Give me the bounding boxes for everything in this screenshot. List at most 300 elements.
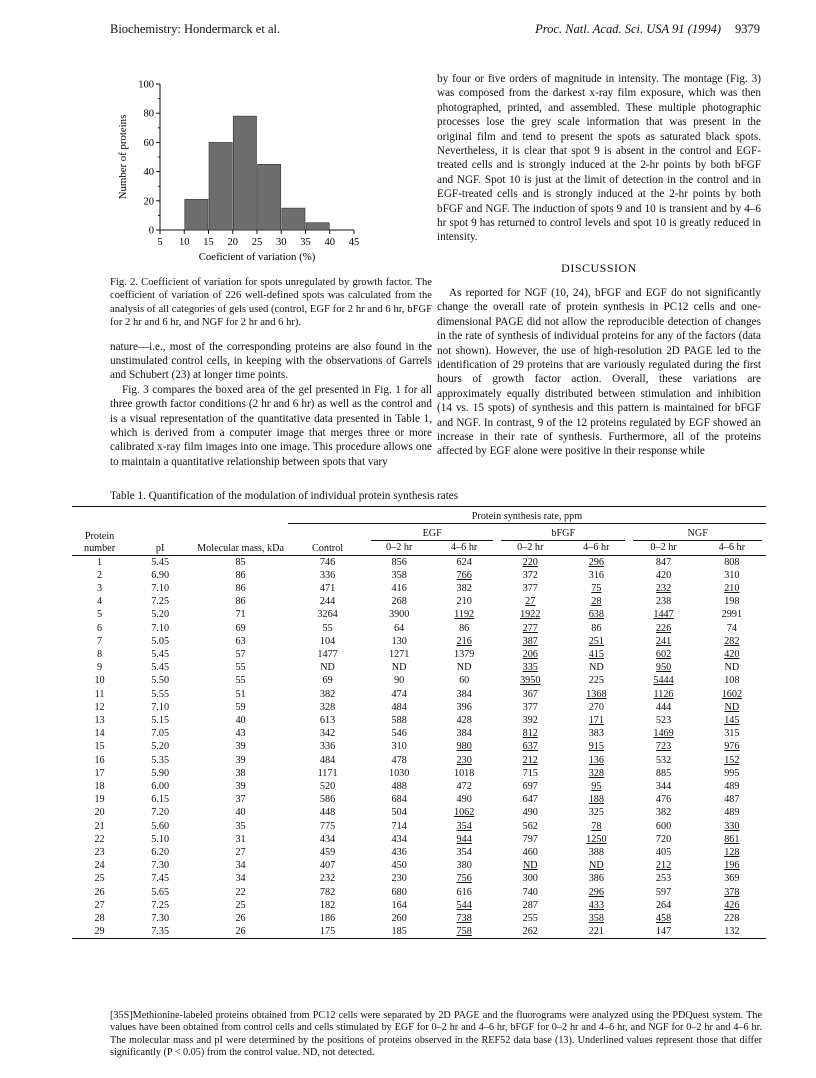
table-cell-n: 18 (94, 781, 105, 793)
table-cell-n1: 600 (655, 820, 672, 832)
table-cell-b1: 812 (522, 728, 538, 740)
table-cell-pi: 7.10 (151, 622, 170, 634)
table-cell-e2: 230 (456, 754, 472, 766)
table-cell-pi: 7.05 (151, 728, 170, 740)
table-cell-c: 775 (319, 820, 336, 832)
table-cell-n1: 458 (655, 913, 672, 925)
table-cell-n2: 198 (724, 596, 740, 608)
table-cell-n1: 420 (655, 569, 672, 581)
table-cell-n1: 5444 (653, 675, 674, 687)
table-cell-n: 22 (94, 833, 105, 845)
table-cell-e1: 434 (391, 833, 407, 845)
table-cell-m: 31 (235, 833, 246, 845)
table-row (72, 674, 766, 687)
table-cell-m: 40 (235, 715, 246, 726)
table-cell-n2: ND (724, 701, 740, 713)
table-cell-m: 34 (235, 860, 246, 872)
table-cell-pi: 5.45 (151, 556, 170, 568)
table-cell-n1: 405 (655, 847, 672, 859)
table-row (72, 595, 766, 608)
col-header-bfgf: bFGF (497, 524, 629, 542)
table-cell-n: 23 (94, 847, 105, 859)
table-cell-e2: 544 (456, 899, 472, 911)
table-cell-n: 7 (96, 635, 103, 647)
table-cell-e1: 130 (391, 635, 407, 647)
table-cell-n1: 253 (655, 873, 672, 885)
table-cell-e1: 588 (391, 715, 407, 726)
table-cell-e2: 86 (459, 622, 470, 634)
col-header-ngf-4-6: 4–6 hr (718, 541, 745, 553)
table-cell-b1: 377 (522, 582, 538, 594)
table-cell-b2: 325 (588, 807, 604, 819)
table-cell-pi: 7.10 (151, 582, 170, 594)
table-cell-n1: 444 (655, 701, 672, 713)
table-cell-m: 55 (235, 675, 246, 687)
table-cell-n2: 282 (724, 635, 740, 647)
x-tick-label: 5 (157, 237, 163, 248)
table-cell-m: 86 (235, 582, 246, 594)
table-cell-b2: 638 (588, 609, 604, 621)
table-cell-pi: 5.10 (151, 833, 170, 845)
table-row (72, 912, 766, 925)
x-tick-label: 10 (179, 237, 190, 248)
table-cell-b1: 1922 (520, 609, 541, 621)
table-cell-n2: 108 (724, 675, 740, 687)
table-cell-b1: 740 (522, 886, 538, 898)
table-cell-b1: 460 (522, 847, 538, 859)
table-cell-n2: 420 (724, 648, 740, 660)
table-cell-pi: 7.45 (151, 873, 170, 885)
table-cell-c: 328 (319, 701, 336, 713)
table-cell-n2: 210 (724, 582, 740, 594)
table-cell-n: 8 (96, 648, 103, 660)
table-cell-n1: 241 (655, 635, 672, 647)
table-cell-m: 43 (235, 728, 246, 740)
table-cell-b1: 27 (525, 596, 536, 608)
header-page-number: 9379 (735, 22, 760, 36)
table-cell-e2: 944 (456, 833, 472, 845)
col-header-bfgf-4-6: 4–6 hr (583, 541, 610, 553)
table-cell-b1: 3950 (520, 675, 541, 687)
discussion-heading: DISCUSSION (561, 260, 637, 275)
table-cell-b2: 388 (588, 847, 604, 859)
table-cell-n1: 238 (655, 596, 672, 608)
histogram-bar (185, 199, 208, 230)
table-cell-n1: 523 (655, 715, 672, 726)
table-cell-pi: 6.20 (151, 847, 170, 859)
table-cell-e1: 1030 (388, 767, 410, 779)
table-cell-n: 6 (96, 622, 103, 634)
histogram-bar (282, 208, 305, 230)
table-cell-m: 27 (235, 847, 246, 859)
table-cell-e1: 714 (391, 820, 407, 832)
histogram-bar (258, 164, 281, 230)
table-cell-c: 471 (319, 582, 336, 594)
table-cell-n2: 369 (724, 873, 740, 885)
table-cell-m: 34 (235, 873, 246, 885)
table-cell-m: 22 (235, 886, 246, 898)
table-cell-n1: 885 (655, 767, 672, 779)
table-cell-e1: 546 (391, 728, 407, 740)
col-header-ngf: NGF (629, 524, 766, 542)
table-cell-pi: 6.90 (151, 569, 170, 581)
table-cell-n2: 487 (724, 794, 740, 806)
table-cell-e1: 185 (391, 926, 407, 938)
table-cell-b2: 316 (588, 569, 604, 581)
histogram-bar (233, 116, 256, 230)
table-row (72, 569, 766, 582)
table-cell-e2: 210 (456, 596, 472, 608)
table-cell-b1: 255 (522, 913, 538, 925)
table-cell-n2: ND (724, 662, 740, 674)
table-cell-m: 25 (235, 899, 246, 911)
table-cell-b2: ND (588, 860, 604, 872)
y-tick-label: 80 (143, 108, 154, 120)
table-cell-e2: 490 (456, 794, 472, 806)
x-tick-label: 25 (251, 237, 263, 248)
table-cell-pi: 7.25 (151, 596, 170, 608)
col-header-protein-number: Protein number (72, 507, 127, 556)
table-cell-n2: 128 (724, 847, 740, 859)
table-cell-c: 520 (319, 781, 336, 793)
x-tick-label: 40 (324, 237, 335, 248)
table-cell-e1: 680 (391, 886, 407, 898)
table-cell-b2: 75 (591, 582, 602, 594)
table-cell-pi: 6.15 (151, 794, 170, 806)
table-cell-e2: 624 (456, 556, 472, 568)
table-row (72, 582, 766, 595)
table-cell-e1: 478 (391, 754, 407, 766)
table-row (72, 661, 766, 674)
table-cell-n2: 2991 (721, 609, 743, 621)
table-cell-e2: 216 (456, 635, 472, 647)
table-cell-n1: 382 (655, 807, 672, 819)
y-axis-label: Number of proteins (117, 114, 129, 200)
table-cell-b2: 95 (591, 781, 602, 793)
figure-2-histogram (110, 72, 432, 270)
table-cell-n: 29 (94, 926, 105, 938)
table-cell-m: 85 (235, 556, 246, 568)
table-cell-e2: 1018 (453, 767, 475, 779)
table-cell-c: 232 (319, 873, 336, 885)
table-row (72, 872, 766, 885)
table-cell-e2: 380 (456, 860, 472, 872)
table-cell-m: 55 (235, 662, 246, 674)
table-cell-b2: 28 (591, 596, 602, 608)
table-cell-b1: 220 (522, 556, 538, 568)
table-cell-m: 37 (235, 794, 246, 806)
table-cell-e2: 738 (456, 913, 472, 925)
y-tick-label: 100 (138, 79, 154, 91)
table-cell-e2: 384 (456, 688, 472, 700)
table-cell-b2: 78 (591, 820, 602, 832)
col-header-ngf-0-2: 0–2 hr (650, 541, 677, 553)
table-cell-n: 17 (94, 767, 105, 779)
table-cell-n: 9 (96, 662, 103, 674)
table-cell-b2: 1250 (586, 833, 607, 845)
table-cell-e2: 428 (456, 715, 472, 726)
table-cell-pi: 7.25 (151, 899, 170, 911)
table-cell-c: 1171 (317, 767, 338, 779)
table-cell-c: 342 (319, 728, 336, 740)
table-row (72, 859, 766, 872)
left-column (110, 72, 432, 469)
table-cell-c: 448 (319, 807, 336, 819)
table-cell-b2: 171 (588, 715, 604, 726)
table-cell-c: 3264 (317, 609, 338, 621)
table-cell-n2: 145 (724, 715, 740, 726)
table-cell-e1: 90 (394, 675, 405, 687)
col-header-rate: Protein synthesis rate, ppm (288, 507, 766, 524)
table-cell-n1: 532 (655, 754, 672, 766)
table-cell-n: 21 (94, 820, 105, 832)
table-cell-m: 40 (235, 807, 246, 819)
table-cell-n2: 330 (724, 820, 740, 832)
table-cell-e1: 260 (391, 913, 407, 925)
table-cell-n: 14 (94, 728, 105, 740)
table-cell-pi: 5.60 (151, 820, 170, 832)
table-row (72, 727, 766, 740)
table-cell-c: 782 (319, 886, 336, 898)
table-1-grid (72, 506, 766, 939)
table-cell-m: 71 (235, 609, 246, 621)
table-cell-n1: 232 (655, 582, 672, 594)
table-cell-e2: 756 (456, 873, 472, 885)
table-cell-b1: ND (522, 860, 538, 872)
table-cell-n: 19 (94, 794, 105, 806)
table-cell-e1: 684 (391, 794, 407, 806)
table-cell-e1: 310 (391, 741, 407, 753)
table-cell-b1: 562 (522, 820, 538, 832)
table-cell-b1: 212 (522, 754, 538, 766)
running-header (110, 22, 760, 37)
table-cell-b1: 647 (522, 794, 538, 806)
table-cell-c: 186 (319, 913, 336, 925)
table-cell-n2: 378 (724, 886, 740, 898)
table-cell-b2: 358 (588, 913, 604, 925)
table-row (72, 740, 766, 753)
table-cell-c: 336 (319, 741, 336, 753)
table-cell-n1: 226 (655, 622, 672, 634)
table-cell-b2: 383 (588, 728, 604, 740)
table-cell-c: 69 (322, 675, 333, 687)
table-cell-n1: 720 (655, 833, 672, 845)
table-cell-c: 175 (319, 926, 336, 938)
table-cell-n2: 489 (724, 781, 740, 793)
table-cell-e1: 3900 (388, 609, 410, 621)
table-row (72, 701, 766, 714)
table-cell-n: 13 (94, 715, 105, 726)
table-cell-e2: 354 (456, 847, 472, 859)
table-cell-b1: 490 (522, 807, 538, 819)
table-cell-m: 51 (235, 688, 246, 700)
table-cell-n: 4 (96, 596, 103, 608)
table-cell-e2: 1062 (453, 807, 475, 819)
table-cell-n2: 196 (724, 860, 740, 872)
table-cell-b2: 415 (588, 648, 604, 660)
table-cell-pi: 7.20 (151, 807, 170, 819)
table-cell-b1: 715 (522, 767, 538, 779)
table-cell-n2: 1602 (721, 688, 743, 700)
y-tick-label: 0 (148, 225, 154, 237)
table-cell-m: 35 (235, 820, 246, 832)
table-1-title: Table 1. Quantification of the modulation of individual protein synthesis rates (110, 490, 459, 502)
table-cell-m: 39 (235, 754, 246, 766)
y-tick-label: 40 (143, 167, 154, 179)
table-cell-m: 38 (235, 767, 246, 779)
table-cell-b2: 251 (588, 635, 604, 647)
table-cell-n1: 212 (655, 860, 672, 872)
table-cell-pi: 5.15 (151, 715, 170, 726)
table-cell-n: 10 (94, 675, 105, 687)
table-row (72, 925, 766, 939)
table-cell-c: 407 (319, 860, 336, 872)
col-header-pi: pI (127, 507, 193, 556)
table-cell-n1: 264 (655, 899, 672, 911)
table-cell-c: 182 (319, 899, 336, 911)
table-cell-b2: 915 (588, 741, 604, 753)
table-1-footnote: [35S]Methionine-labeled proteins obtained from PC12 cells were separated by 2D PAGE and the fluorograms were analyzed using the PDQuest system. The values have been obtained from control cells and cells stimulated by EGF for 0–2 hr and 4–6 hr, bFGF for 0–2 hr and 4–6 hr, and NGF for 0–2 hr and 4–6 hr. The molecular mass and pI were determined by the positions of proteins observed in the REF52 data base (13). Underlined values represent those that differ significantly (P < 0.05) from the control value. ND, not detected. (110, 1010, 762, 1059)
table-cell-b1: 377 (522, 701, 538, 713)
table-cell-n: 16 (94, 754, 105, 766)
table-cell-c: 244 (319, 596, 336, 608)
table-cell-n1: 1447 (653, 609, 674, 621)
col-header-bfgf-0-2: 0–2 hr (517, 541, 544, 553)
table-1-body (72, 555, 766, 939)
table-cell-c: 746 (319, 556, 336, 568)
table-cell-c: 336 (319, 569, 336, 581)
table-cell-e2: 354 (456, 820, 472, 832)
table-cell-pi: 5.20 (151, 741, 170, 753)
table-cell-b1: 387 (522, 635, 538, 647)
table-1 (72, 506, 766, 939)
table-cell-b1: 367 (522, 688, 538, 700)
table-cell-c: 382 (319, 688, 336, 700)
table-cell-n1: 476 (655, 794, 672, 806)
table-cell-b1: 372 (522, 569, 538, 581)
table-cell-b2: 270 (588, 701, 604, 713)
table-row (72, 648, 766, 661)
table-row (72, 780, 766, 793)
x-tick-label: 15 (203, 237, 214, 248)
table-cell-n: 5 (96, 609, 103, 621)
table-cell-b2: 386 (588, 873, 604, 885)
table-cell-b1: 262 (522, 926, 538, 938)
x-tick-label: 20 (227, 237, 238, 248)
table-cell-b1: 697 (522, 781, 538, 793)
table-cell-n: 25 (94, 873, 105, 885)
table-cell-n2: 489 (724, 807, 740, 819)
table-cell-e1: 450 (391, 860, 407, 872)
table-cell-n1: 847 (655, 556, 672, 568)
table-cell-e1: 230 (391, 873, 407, 885)
histogram-bar (209, 142, 232, 230)
table-cell-pi: 6.00 (151, 781, 170, 793)
table-cell-n: 11 (94, 688, 105, 700)
figure-2-caption: Fig. 2. Coefficient of variation for spots unregulated by growth factor. The coefficient of variation of 226 well-defined spots was calculated from the analysis of all categories of gels used (control, EGF for 2 hr and 6 hr, bFGF for 2 hr and 6 hr, and NGF for 2 hr and 6 hr). (110, 277, 432, 329)
table-cell-b2: 188 (588, 794, 604, 806)
table-cell-n1: 602 (655, 648, 672, 660)
table-row (72, 806, 766, 819)
table-cell-b2: 296 (588, 886, 604, 898)
table-cell-n: 26 (94, 886, 105, 898)
table-row (72, 767, 766, 780)
table-cell-m: 26 (235, 913, 246, 925)
table-cell-e2: 382 (456, 582, 472, 594)
table-cell-e1: 436 (391, 847, 407, 859)
table-row (72, 846, 766, 859)
table-cell-e1: 64 (394, 622, 405, 634)
table-cell-b2: 221 (588, 926, 604, 938)
table-cell-n2: 976 (724, 741, 740, 753)
table-cell-n1: 147 (655, 926, 672, 938)
table-cell-pi: 7.10 (151, 701, 170, 713)
table-cell-b2: 433 (588, 899, 604, 911)
header-journal: Proc. Natl. Acad. Sci. USA 91 (1994) (535, 22, 721, 36)
x-tick-label: 45 (348, 237, 360, 248)
table-cell-m: 57 (235, 648, 246, 660)
left-paragraph-2: Fig. 3 compares the boxed area of the gel presented in Fig. 1 for all three growth factor conditions (2 hr and 6 hr) as well as the control and is a visual representation of the quantitative data presented in Table 1, which is derived from a computer image that merges three or more calibrated x-ray film images into one image. This procedure allows one to maintain a quantitative relationship between spots that vary (110, 383, 432, 468)
table-cell-c: 1477 (317, 648, 338, 660)
table-cell-n: 27 (94, 899, 105, 911)
col-header-egf-4-6: 4–6 hr (450, 541, 478, 553)
table-cell-m: 86 (235, 569, 246, 581)
table-cell-n1: 1469 (653, 728, 674, 740)
table-cell-e1: 504 (391, 807, 407, 819)
table-cell-b2: 86 (591, 622, 602, 634)
right-paragraph-2: As reported for NGF (10, 24), bFGF and EGF do not significantly change the overall rate of protein synthesis in PC12 cells and one-dimensional PAGE did not allow the reproducible detection of changes in the rate of synthesis of individual proteins for any of the factors (data not shown). However, the use of high-resolution 2D PAGE led to the identification of 29 proteins that are variously regulated during the first hours of growth factor action. Overall, these variations are approximately equally distributed between stimulation and inhibition (14 vs. 15 spots) of synthesis and this pattern is maintained for bFGF and NGF. In contrast, 9 of the 12 proteins regulated by EGF showed an increase in their rate of synthesis. Furthermore, all of the proteins affected by EGF alone were positive in their response while (437, 286, 761, 458)
table-cell-e2: 60 (459, 675, 470, 687)
table-row (72, 635, 766, 648)
table-cell-b2: 225 (588, 675, 604, 687)
table-cell-n: 15 (94, 741, 105, 753)
table-cell-n: 12 (94, 701, 105, 713)
table-row (72, 820, 766, 833)
table-cell-m: 63 (235, 635, 246, 647)
table-row (72, 608, 766, 621)
table-cell-b1: 637 (522, 741, 538, 753)
table-cell-m: 26 (235, 926, 246, 938)
table-cell-e1: 484 (391, 701, 407, 713)
table-cell-pi: 5.55 (151, 688, 170, 700)
table-cell-b1: 287 (522, 899, 538, 911)
table-cell-c: 484 (319, 754, 336, 766)
table-cell-n2: 228 (724, 913, 740, 925)
table-cell-n: 24 (94, 860, 105, 872)
table-cell-b1: 797 (522, 833, 538, 845)
table-cell-n1: 597 (655, 886, 672, 898)
table-cell-n: 28 (94, 913, 105, 925)
table-cell-c: 459 (319, 847, 336, 859)
table-cell-n: 2 (96, 569, 103, 581)
table-cell-b2: 328 (588, 767, 604, 779)
table-cell-e2: 616 (456, 886, 472, 898)
table-row (72, 886, 766, 899)
table-row (72, 754, 766, 767)
table-cell-c: 55 (322, 622, 333, 634)
table-cell-c: 434 (319, 833, 336, 845)
y-tick-label: 60 (143, 137, 154, 149)
histogram-bar (306, 223, 329, 230)
table-cell-c: 613 (319, 715, 336, 726)
table-cell-b1: 335 (522, 662, 538, 674)
table-cell-n2: 310 (724, 569, 740, 581)
x-tick-label: 30 (276, 237, 287, 248)
table-cell-e2: 1379 (453, 648, 475, 660)
table-cell-n2: 426 (724, 899, 740, 911)
table-cell-e2: 766 (456, 569, 472, 581)
table-cell-b2: 136 (588, 754, 604, 766)
